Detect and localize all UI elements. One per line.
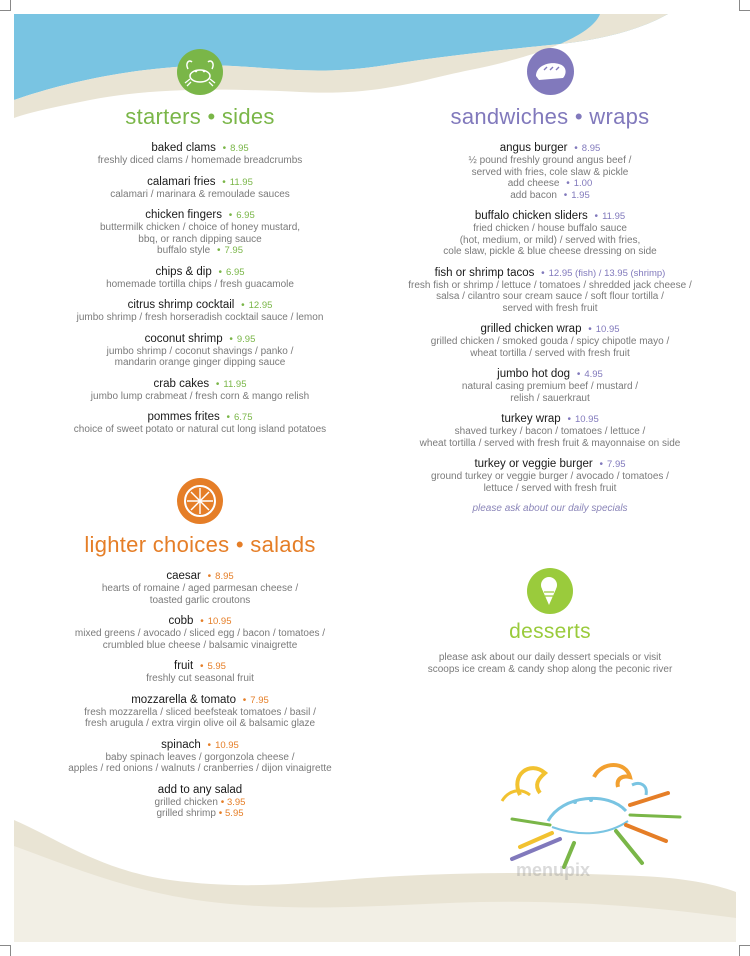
menu-item-price: 8.95 <box>581 143 601 154</box>
salads-list <box>20 570 380 775</box>
menu-item-desc: fresh fish or shrimp / lettuce / tomatoes / shredded jack cheese / <box>408 279 692 291</box>
extra-label: add bacon <box>510 189 557 201</box>
menu-item-header <box>20 266 380 279</box>
menu-item-price: 7.95 <box>607 459 626 470</box>
menu-item-name: mozzarella & tomato <box>131 693 237 706</box>
menu-item-name: chicken fingers <box>145 209 222 221</box>
menu-item <box>390 368 710 404</box>
starters-title: starters • sides <box>125 104 275 129</box>
menu-item-price: 10.95 <box>574 414 599 425</box>
menu-item-name: buffalo chicken sliders <box>474 210 588 222</box>
price-separator: • <box>223 412 230 423</box>
menu-item-desc: wheat tortilla / served with fresh fruit <box>470 347 630 359</box>
menu-item-desc: baby spinach leaves / gorgonzola cheese / <box>105 751 295 763</box>
menu-item-price: 11.95 <box>223 378 247 390</box>
menu-item-desc: salsa / cilantro sour cream sauce / soft flour tortilla / <box>436 291 664 302</box>
menu-item-desc: jumbo shrimp / fresh horseradish cocktail sauce / lemon <box>76 312 324 323</box>
sandwiches-list <box>390 142 710 494</box>
menu-item-header <box>20 739 380 752</box>
menu-item-name: caesar <box>166 570 201 582</box>
price-separator: • <box>574 369 581 380</box>
menu-item-header <box>20 694 380 707</box>
sandwiches-title: sandwiches • wraps <box>450 104 650 129</box>
desserts-desc-line: please ask about our daily dessert specials or visit <box>438 652 662 663</box>
menu-item-price: 11.95 <box>602 211 626 222</box>
menu-item <box>390 458 710 494</box>
menu-item-price: 5.95 <box>207 661 226 672</box>
menu-item <box>20 378 380 403</box>
menu-item-name: baked clams <box>151 142 216 154</box>
sandwiches-section <box>390 104 710 514</box>
menu-item-name: fruit <box>174 660 194 672</box>
menu-item-name: jumbo hot dog <box>497 368 571 380</box>
menu-item <box>390 323 710 359</box>
menu-item-header <box>20 333 380 346</box>
menu-item-desc: fried chicken / house buffalo sauce <box>473 223 627 234</box>
menu-item <box>20 209 380 257</box>
menu-item-header <box>20 209 380 222</box>
desserts-desc-line: scoops ice cream & candy shop along the peconic river <box>427 664 673 675</box>
menu-item-desc: jumbo shrimp / coconut shavings / panko / <box>106 345 294 357</box>
menu-item-header <box>390 458 710 471</box>
menu-item-price: 12.95 <box>248 300 273 311</box>
crop-mark <box>739 945 750 956</box>
menu-item-desc: mandarin orange ginger dipping sauce <box>114 357 286 368</box>
menu-item-desc: buttermilk chicken / choice of honey mustard, <box>99 222 301 233</box>
menu-item <box>20 660 380 685</box>
menu-item-desc: homemade tortilla chips / fresh guacamole <box>106 278 294 290</box>
price-separator: • <box>240 694 247 706</box>
crop-mark <box>0 0 11 11</box>
price-separator: • <box>215 266 223 278</box>
price-separator: • <box>197 661 204 672</box>
menu-item-desc: wheat tortilla / served with fresh fruit & mayonnaise on side <box>419 437 681 449</box>
menu-item-name: grilled chicken wrap <box>480 323 582 335</box>
menu-item-name: chips & dip <box>155 265 212 278</box>
addon-price: 3.95 <box>226 796 246 808</box>
price-separator: • <box>214 245 221 256</box>
menu-item <box>20 266 380 291</box>
menu-item-desc: toasted garlic croutons <box>149 594 251 606</box>
menu-item-header <box>20 378 380 391</box>
menu-item-desc: jumbo lump crabmeat / fresh corn & mango relish <box>90 390 310 402</box>
menu-item-desc: freshly diced clams / homemade breadcrumbs <box>97 155 303 166</box>
extra-price: 1.95 <box>571 189 590 201</box>
price-separator: • <box>219 143 227 154</box>
desserts-title: desserts <box>509 620 591 643</box>
menu-item <box>20 176 380 201</box>
menu-item-price: 6.75 <box>234 412 253 423</box>
menu-item <box>390 413 710 449</box>
crop-mark <box>0 945 11 956</box>
menu-item-header <box>20 299 380 312</box>
menu-item-name: spinach <box>161 738 201 751</box>
addon-title: add to any salad <box>157 783 243 796</box>
menu-item <box>20 299 380 324</box>
menu-item-desc: (hot, medium, or mild) / served with fries, <box>459 234 641 246</box>
price-separator: • <box>213 378 220 390</box>
bread-icon <box>527 48 574 95</box>
addon-option: grilled chicken • 3.95 <box>154 796 246 808</box>
menu-item-extra <box>390 190 710 202</box>
ice-cream-icon <box>527 568 573 614</box>
price-separator: • <box>571 143 578 154</box>
menu-item-price: 11.95 <box>229 176 253 188</box>
menu-item-header <box>390 368 710 381</box>
menu-item-name: angus burger <box>499 142 568 154</box>
menu-item-price: 10.95 <box>595 324 620 335</box>
addon-option: grilled shrimp • 5.95 <box>156 808 244 819</box>
menu-item-header <box>20 176 380 189</box>
menu-item-desc: mixed greens / avocado / sliced egg / bacon / tomatoes / <box>74 628 326 639</box>
menu-item-desc: served with fries, cole slaw & pickle <box>471 166 629 178</box>
menu-item-desc: calamari / marinara & remoulade sauces <box>110 188 290 200</box>
menu-item-name: citrus shrimp cocktail <box>127 299 235 311</box>
menu-item-name: turkey or veggie burger <box>474 458 593 470</box>
menu-item <box>20 570 380 606</box>
menu-item-desc: served with fresh fruit <box>502 302 598 314</box>
watermark: menupix <box>516 860 591 880</box>
price-separator: • <box>204 571 212 582</box>
crab-icon <box>177 49 223 95</box>
menu-item-desc: hearts of romaine / aged parmesan cheese / <box>101 583 299 594</box>
menu-item-desc: fresh arugula / extra virgin olive oil & balsamic glaze <box>84 718 316 729</box>
price-separator: • <box>585 324 592 335</box>
menu-item-desc: lettuce / served with fresh fruit <box>483 482 617 494</box>
menu-item-desc: ½ pound freshly ground angus beef / <box>468 155 632 166</box>
menu-item <box>390 267 710 315</box>
menu-item-price: 8.95 <box>215 571 234 582</box>
price-separator: • <box>596 459 604 470</box>
price-separator: • <box>591 211 599 222</box>
menu-item <box>390 210 710 258</box>
menu-item-desc: fresh mozzarella / sliced beefsteak tomatoes / basil / <box>84 706 316 718</box>
menu-item <box>20 142 380 167</box>
price-separator: • <box>538 267 545 279</box>
price-separator: • <box>197 616 204 627</box>
menu-item-desc: apples / red onions / walnuts / cranberries / dijon vinaigrette <box>68 763 332 774</box>
menu-item-price: 7.95 <box>250 694 269 706</box>
crab-illustration <box>490 755 700 875</box>
price-separator: • <box>219 176 226 188</box>
extra-price: 7.95 <box>224 245 243 256</box>
menu-item-price: 10.95 <box>207 616 232 627</box>
price-separator: • <box>563 178 570 189</box>
price-separator: • <box>560 189 568 201</box>
menu-item-header <box>390 210 710 223</box>
menu-item-price: 6.95 <box>226 266 245 278</box>
menu-item-price: 4.95 <box>584 369 603 380</box>
menu-item-desc: freshly cut seasonal fruit <box>146 673 254 684</box>
menu-item-price: 9.95 <box>236 333 256 345</box>
extra-label: add cheese <box>507 178 560 189</box>
menu-item-price: 12.95 (fish) / 13.95 (shrimp) <box>548 267 666 279</box>
extra-price: 1.00 <box>573 178 593 189</box>
menu-item-desc: bbq, or ranch dipping sauce <box>138 233 262 245</box>
menu-item-header <box>390 413 710 426</box>
menu-item-desc: natural casing premium beef / mustard / <box>461 381 639 392</box>
price-separator: • <box>238 300 245 311</box>
menu-item <box>20 739 380 775</box>
menu-item-price: 8.95 <box>230 143 249 154</box>
crop-mark <box>739 0 750 11</box>
menu-item-name: coconut shrimp <box>144 332 223 345</box>
menu-item-header <box>20 660 380 673</box>
orange-slice-icon <box>177 478 223 524</box>
menu-item-header <box>20 411 380 424</box>
menu-item <box>20 333 380 369</box>
desserts-section <box>390 620 710 676</box>
addon-label: grilled shrimp <box>156 808 216 819</box>
menu-item-extra <box>20 245 380 257</box>
menu-item-name: fish or shrimp tacos <box>434 266 535 279</box>
menu-item-name: pommes frites <box>147 411 220 423</box>
menu-item-desc: ground turkey or veggie burger / avocado / tomatoes / <box>431 471 669 482</box>
price-separator: • <box>226 333 233 345</box>
starters-list <box>20 142 380 436</box>
menu-item-desc: cole slaw, pickle & blue cheese dressing on side <box>443 246 657 257</box>
menu-item-extra <box>390 178 710 190</box>
salads-title: lighter choices • salads <box>84 532 316 557</box>
menu-item-name: cobb <box>168 615 194 627</box>
menu-item <box>20 694 380 730</box>
menu-item <box>390 142 710 201</box>
price-separator: • <box>225 210 233 221</box>
menu-item-header <box>20 570 380 583</box>
menu-item-header <box>20 142 380 155</box>
salads-section <box>20 532 380 829</box>
addon-label: grilled chicken <box>154 796 218 808</box>
menu-item-header <box>390 142 710 155</box>
menu-item-desc: relish / sauerkraut <box>510 392 590 404</box>
menu-item-desc: grilled chicken / smoked gouda / spicy chipotle mayo / <box>430 336 670 347</box>
menu-item-desc: crumbled blue cheese / balsamic vinaigrette <box>102 639 298 651</box>
menu-item-price: 10.95 <box>215 739 239 751</box>
menu-item-header <box>20 615 380 628</box>
menu-item-header <box>390 323 710 336</box>
menu-item-desc: shaved turkey / bacon / tomatoes / lettuce / <box>454 426 646 437</box>
menu-item-price: 6.95 <box>236 210 255 221</box>
salad-addon <box>20 784 380 820</box>
starters-section <box>20 104 380 445</box>
daily-specials-note: please ask about our daily specials <box>472 503 628 514</box>
menu-item-name: crab cakes <box>153 377 210 390</box>
addon-price: 5.95 <box>225 808 244 819</box>
menu-item-header <box>390 267 710 280</box>
price-separator: • <box>204 739 212 751</box>
menu-item <box>20 411 380 436</box>
menu-item-desc: choice of sweet potato or natural cut long island potatoes <box>73 424 327 435</box>
extra-label: buffalo style <box>157 245 211 256</box>
menu-item <box>20 615 380 651</box>
menu-item-name: turkey wrap <box>501 413 561 425</box>
price-separator: • <box>564 414 571 425</box>
menu-item-name: calamari fries <box>147 175 216 188</box>
